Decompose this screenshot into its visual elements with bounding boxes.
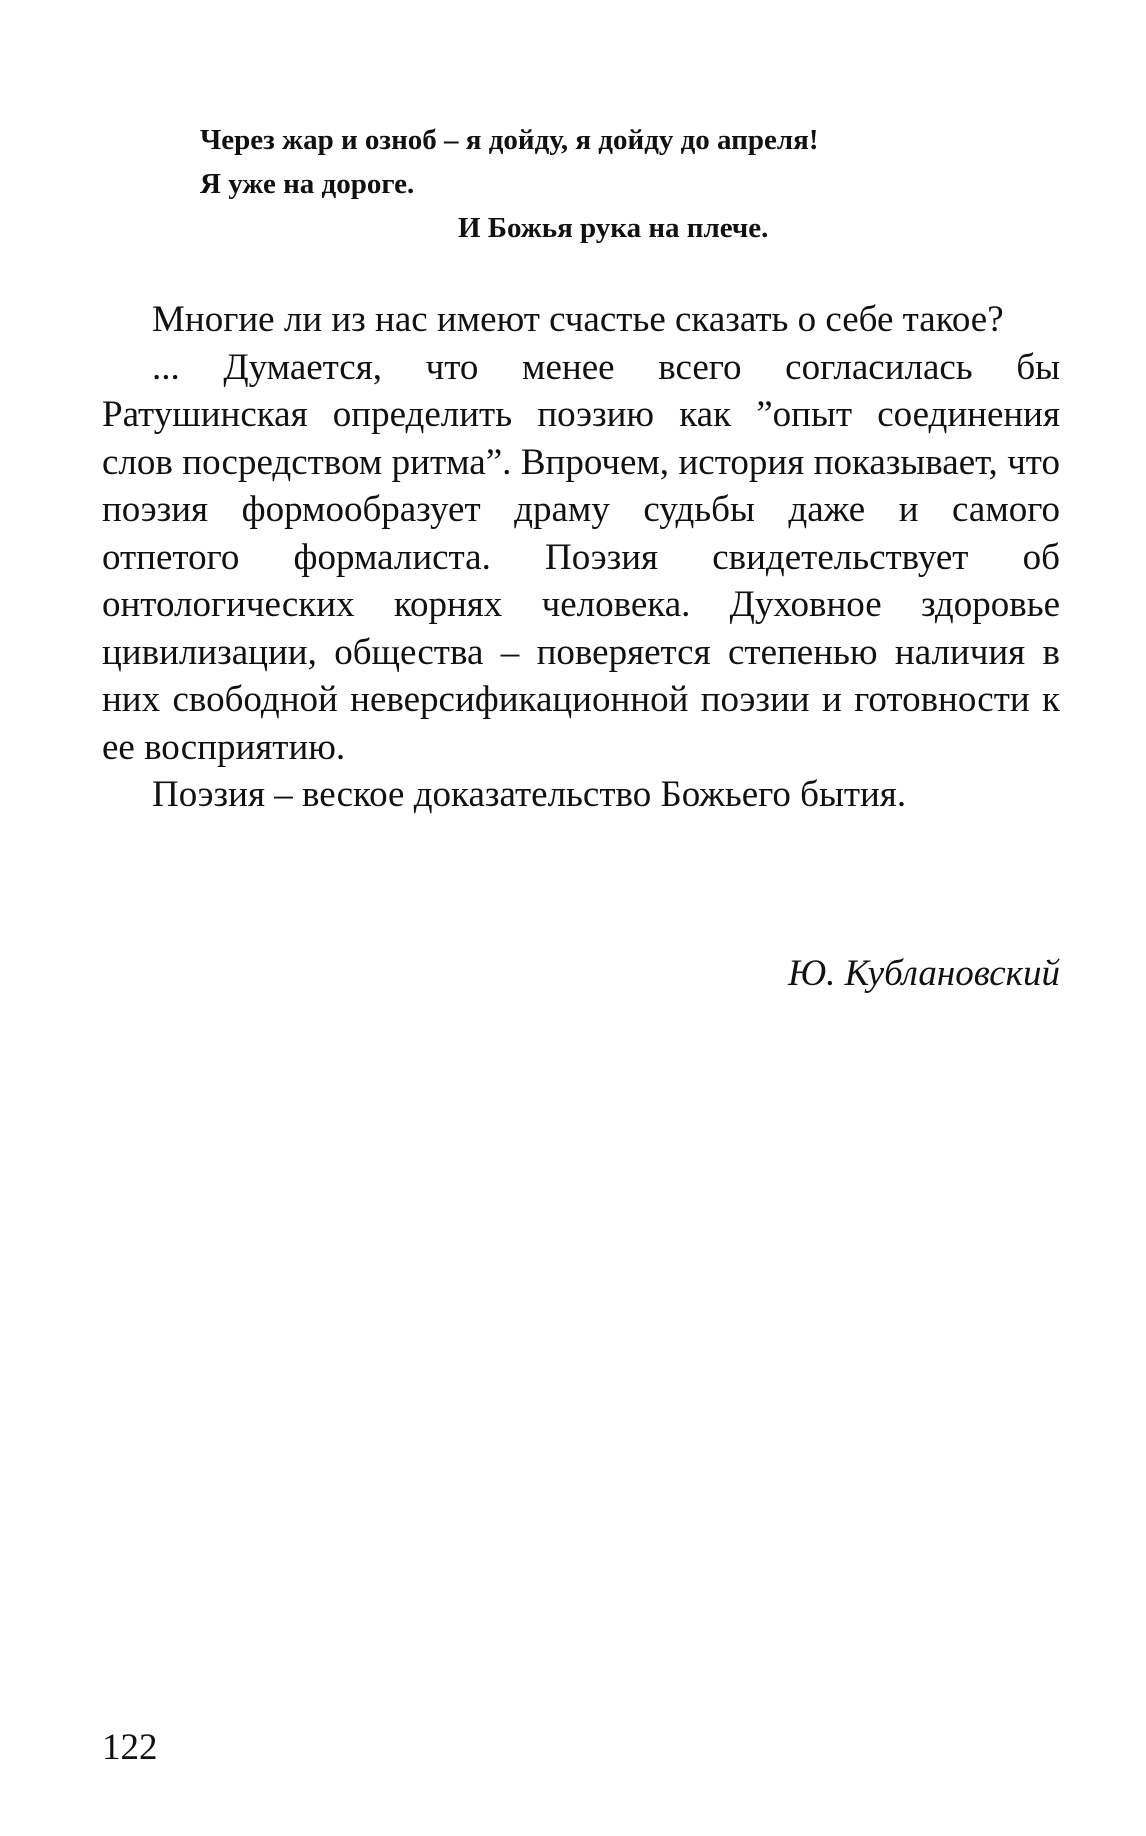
poem-line-2: Я уже на дороге. bbox=[200, 168, 415, 200]
poem-line-3: И Божья рука на плече. bbox=[458, 212, 769, 244]
prose-body bbox=[102, 296, 1060, 819]
page-number: 122 bbox=[102, 1727, 158, 1768]
author-signature: Ю. Кублановский bbox=[787, 953, 1060, 994]
poem-line-1: Через жар и озноб – я дойду, я дойду до апреля! bbox=[200, 124, 819, 156]
paragraph-2: ... Думается, что менее всего согласилась бы Ратушинская определить поэзию как ”опыт соединения слов посредством ритма”. Впрочем, история показывает, что поэзия формообразует драму судьбы даже и самого отпетого формалиста. Поэзия свидетельствует об онтологических корнях человека. Духовное здоровье цивилизации, общества – поверяется степенью наличия в них свободной неверсификационной поэзии и готовности к ее восприятию. bbox=[102, 346, 1060, 768]
paragraph-1: Многие ли из нас имеют счастье сказать о себе такое? bbox=[152, 299, 1004, 340]
paragraph-3: Поэзия – веское доказательство Божьего бытия. bbox=[152, 774, 907, 815]
poem-stanza bbox=[200, 118, 1000, 250]
